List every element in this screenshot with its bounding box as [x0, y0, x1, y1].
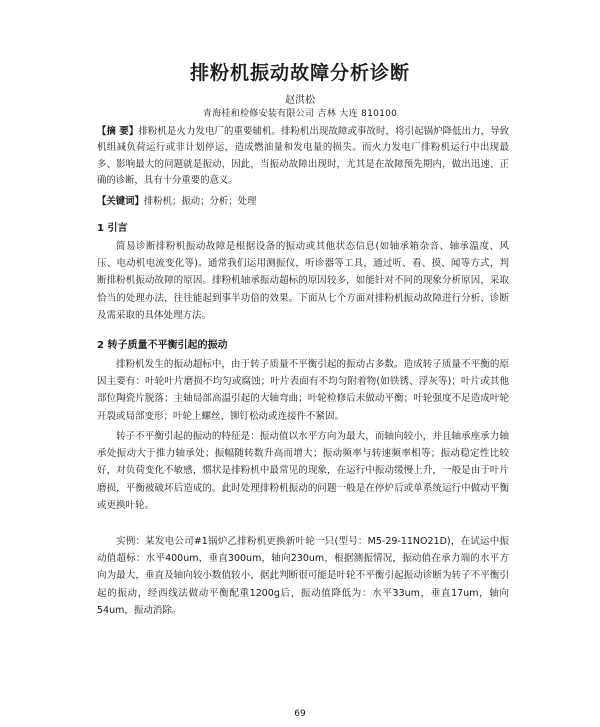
- paragraph-imbalance-features: 转子不平衡引起的振动的特征是：振动值以水平方向为最大，而轴向较小，并且轴承座承力轴承处振动大于推力轴承处；振幅随转数升高而增大；振动频率与转速频率相等；振动稳定性比较好，对负荷变化不敏感，惯状是排粉机中最常见的现象，在运行中振动缓慢上升，一般是由于叶片磨损，平衡被破坏后造成的。此时处理排粉机振动的问题一般是在停炉后或单系统运行中做动平衡或更换叶轮。: [97, 431, 509, 511]
- author-affiliation: 青海桂和检修安装有限公司 吉林 大连 810100: [202, 109, 398, 119]
- paragraph-example: 实例：某发电公司#1锅炉乙排粉机更换新叶轮一只(型号：M5-29-11NO21D)，在试运中振动值超标：水平400um，垂直300um，轴向230um，根据测振情况，振动值在承力端的水平方向为最大，垂直及轴向较小数值较小，据此判断很可能是叶轮不平衡引起振动诊断为转子不平衡引起的振动，经西线法做动平衡配重1200g后，振动值降低为：水平33um，垂直17um，轴向54um，振动消除。: [97, 536, 509, 616]
- keywords-text: 排粉机；振动；分析；处理: [143, 196, 257, 207]
- author-name: 赵洪松: [285, 95, 315, 106]
- abstract-label: 【摘 要】: [97, 126, 139, 137]
- abstract: [97, 124, 509, 190]
- abstract-text: 排粉机是火力发电厂的重要辅机。排粉机出现故障或事故时，将引起锅炉降低出力，导致机组减负荷运行或非计划停运，造成燃油量和发电量的损失。而火力发电厂排粉机运行中出现最多、影响最大的问题就是振动，因此，当振动故障出现时，尤其是在故障预先期内，做出迅速、正确的诊断，具有十分重要的意义。: [97, 126, 509, 187]
- paper-title: 排粉机振动故障分析诊断: [189, 62, 410, 84]
- keywords-label: 【关键词】: [97, 196, 144, 207]
- paragraph-introduction: 简易诊断排粉机振动故障是根据设备的振动或其他状态信息(如轴承箱杂音、轴承温度、风压、电动机电流变化等)。通常我们运用测振仪，听诊器等工具，通过听、看、摸、闻等方式，判断排粉机振动故障的原因。排粉机轴承振动超标的原因较多，如能针对不同的现象分析原因，采取恰当的处理办法，往往能起到事半功倍的效果。下面从七个方面对排粉机振动故障进行分析、诊断及需采取的具体处理方法。: [97, 241, 509, 321]
- paragraph-imbalance-causes: 排粉机发生的振动超标中，由于转子质量不平衡引起的振动占多数。造成转子质量不平衡的原因主要有：叶轮叶片磨损不均匀或腐蚀；叶片表面有不均匀附着物(如铁锈、浮灰等)；叶片或其他部位陶瓷片脱落；主轴局部高温引起的大轴弯曲；叶轮检修后未做动平衡；叶轮强度不足造成叶轮开裂或局部变形；叶轮上螺丝、铆钉松动或连接件不紧固。: [97, 359, 509, 422]
- section-heading-rotor-imbalance: 2 转子质量不平衡引起的振动: [97, 340, 228, 351]
- page-number: 69: [294, 709, 306, 719]
- section-heading-introduction: 1 引言: [97, 223, 128, 234]
- keywords: [97, 194, 509, 210]
